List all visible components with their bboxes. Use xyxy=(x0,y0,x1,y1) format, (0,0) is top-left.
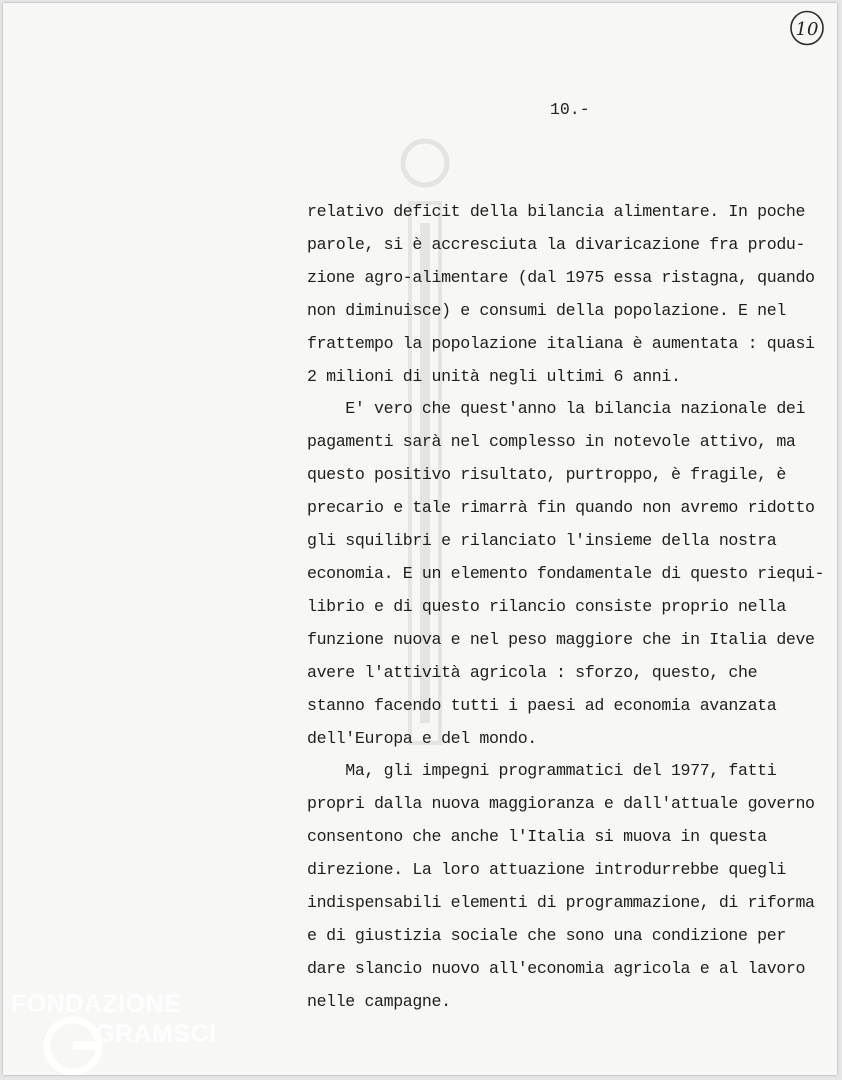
text-line: zione agro-alimentare (dal 1975 essa ristagna, quando xyxy=(307,267,815,287)
text-line: non diminuisce) e consumi della popolazione. E nel xyxy=(307,300,786,320)
text-line: relativo deficit della bilancia alimentare. In poche xyxy=(307,202,806,221)
text-line: 2 milioni di unità negli ultimi 6 anni. xyxy=(307,366,681,386)
text-line: direzione. La loro attuazione introdurrebbe quegli xyxy=(307,860,786,880)
text-line: frattempo la popolazione italiana è aumentata : quasi xyxy=(307,333,815,353)
text-line: propri dalla nuova maggioranza e dall'attuale governo xyxy=(307,794,815,814)
text-line: nelle campagne. xyxy=(307,991,451,1011)
page-number: 10.- xyxy=(550,100,590,119)
text-line: gli squilibri e rilanciato l'insieme della nostra xyxy=(307,531,777,551)
text-line: Ma, gli impegni programmatici del 1977, fatti xyxy=(307,761,777,781)
text-line: e di giustizia sociale che sono una condizione per xyxy=(307,925,786,945)
text-line: E' vero che quest'anno la bilancia nazionale dei xyxy=(307,399,806,419)
text-line: pagamenti sarà nel complesso in notevole attivo, ma xyxy=(307,432,796,452)
logo-text-gramsci: GRAMSCI xyxy=(95,1020,217,1048)
text-line: questo positivo risultato, purtroppo, è fragile, è xyxy=(307,465,786,485)
text-line: indispensabili elementi di programmazione, di riforma xyxy=(307,893,815,913)
fondazione-gramsci-logo xyxy=(3,988,223,1075)
text-line: precario e tale rimarrà fin quando non avremo ridotto xyxy=(307,498,815,518)
logo-text-fondazione: FONDAZIONE xyxy=(11,990,182,1018)
text-line: funzione nuova e nel peso maggiore che in Italia deve xyxy=(307,629,815,649)
handwritten-page-number xyxy=(789,9,825,47)
text-line: stanno facendo tutti i paesi ad economia avanzata xyxy=(307,695,777,715)
text-line: dare slancio nuovo all'economia agricola e al lavoro xyxy=(307,958,806,978)
text-line: dell'Europa e del mondo. xyxy=(307,728,537,748)
paragraph xyxy=(307,196,837,393)
document-body xyxy=(307,196,837,1019)
logo-g-mark xyxy=(47,1020,99,1072)
text-line: librio e di questo rilancio consiste proprio nella xyxy=(307,596,786,616)
text-line: avere l'attività agricola : sforzo, questo, che xyxy=(307,662,758,682)
text-line: parole, si è accresciuta la divaricazione fra produ- xyxy=(307,234,806,254)
text-line: economia. E un elemento fondamentale di questo riequi- xyxy=(307,563,825,583)
handwritten-number-text: 10 xyxy=(795,19,819,40)
paragraph xyxy=(307,393,837,755)
text-line: consentono che anche l'Italia si muova in questa xyxy=(307,827,767,847)
document-page xyxy=(3,3,837,1075)
paragraph xyxy=(307,755,837,1018)
